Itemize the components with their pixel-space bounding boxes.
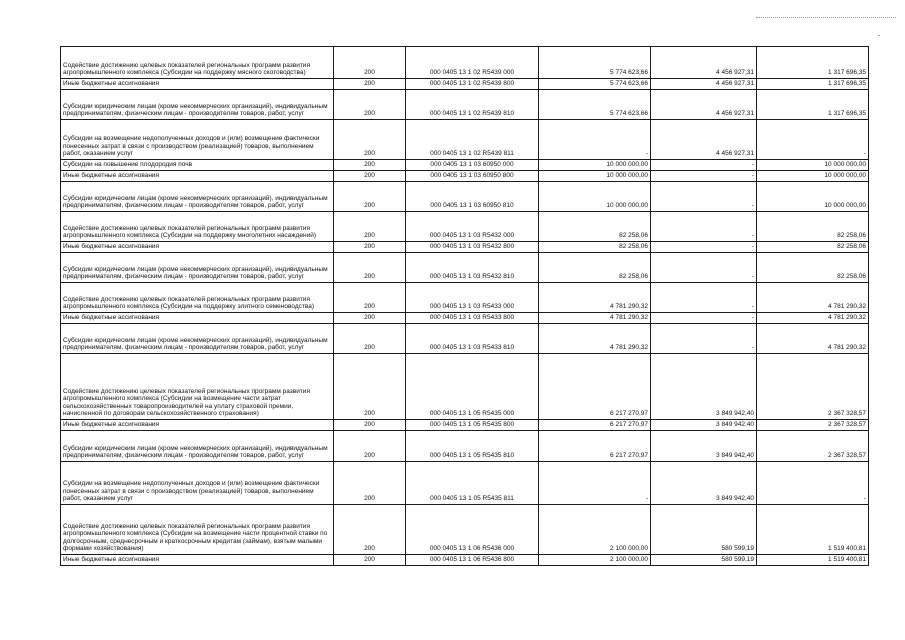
row-executed: 4 456 927,31 [651, 90, 757, 120]
row-executed: - [651, 171, 757, 182]
row-name: Содействие достижению целевых показателей региональных программ развития агропромышленного комплекса (Субсидии на возмещение части затрат сельскохозяйственных товаропроизводителей на уплату страховой премии, начисленной по договорам сельскохозяйственного страхования) [61, 354, 334, 420]
row-kbk: 000 0405 13 1 02 R5439 000 [406, 47, 539, 79]
table-row [61, 171, 869, 182]
row-code: 200 [334, 324, 406, 354]
row-name: Содействие достижению целевых показателей региональных программ развития агропромышленного комплекса (Субсидии на поддержку элитного семеноводства) [61, 283, 334, 313]
row-name: Субсидии на повышение плодородия почв [61, 160, 334, 171]
row-kbk: 000 0405 13 1 03 R5433 800 [406, 313, 539, 324]
row-plan: 4 781 290,32 [539, 324, 651, 354]
row-remainder: 82 258,06 [757, 212, 869, 242]
row-plan: 10 000 000,00 [539, 171, 651, 182]
row-executed: - [651, 160, 757, 171]
row-plan: 5 774 623,66 [539, 90, 651, 120]
row-kbk: 000 0405 13 1 02 R5439 811 [406, 120, 539, 160]
row-remainder: 82 258,06 [757, 242, 869, 253]
row-remainder: 1 317 696,35 [757, 47, 869, 79]
row-remainder: 2 367 328,57 [757, 431, 869, 462]
row-kbk: 000 0405 13 1 03 60950 810 [406, 182, 539, 212]
row-kbk: 000 0405 13 1 05 R5435 811 [406, 462, 539, 505]
row-executed: - [651, 182, 757, 212]
row-code: 200 [334, 160, 406, 171]
row-plan: 5 774 623,66 [539, 79, 651, 90]
row-name: Субсидии юридическим лицам (кроме некоммерческих организаций), индивидуальным предпринимателям, физическим лицам - производителям товаров, работ, услуг [61, 253, 334, 283]
row-kbk: 000 0405 13 1 06 R5436 000 [406, 505, 539, 555]
table-row [61, 555, 869, 566]
table-row [61, 420, 869, 431]
row-name: Содействие достижению целевых показателей региональных программ развития агропромышленного комплекса (Субсидии на поддержку мясного скотоводства) [61, 47, 334, 79]
row-name: Субсидии на возмещение недополученных доходов и (или) возмещение фактически понесенных затрат в связи с производством (реализацией) товаров, выполнением работ, оказанием услуг [61, 462, 334, 505]
table-row [61, 431, 869, 462]
corner-mark: - [878, 33, 880, 39]
row-remainder: 1 519 400,81 [757, 505, 869, 555]
row-name: Содействие достижению целевых показателей региональных программ развития агропромышленного комплекса (Субсидии на возмещение части процентной ставки по долгосрочным, среднесрочным и краткосрочным кредитам (займам), взятым малыми формами хозяйствования) [61, 505, 334, 555]
row-executed: 580 599,19 [651, 555, 757, 566]
row-plan: 10 000 000,00 [539, 160, 651, 171]
budget-table-body [61, 47, 869, 566]
row-kbk: 000 0405 13 1 03 60950 800 [406, 171, 539, 182]
row-code: 200 [334, 283, 406, 313]
row-name: Иные бюджетные ассигнования [61, 171, 334, 182]
row-plan: 6 217 270,97 [539, 354, 651, 420]
row-executed: - [651, 324, 757, 354]
row-remainder: 4 781 290,32 [757, 313, 869, 324]
row-plan: 6 217 270,97 [539, 420, 651, 431]
row-kbk: 000 0405 13 1 05 R5435 800 [406, 420, 539, 431]
table-row [61, 47, 869, 79]
row-plan: 10 000 000,00 [539, 182, 651, 212]
row-executed: 4 456 927,31 [651, 120, 757, 160]
table-row [61, 90, 869, 120]
row-code: 200 [334, 555, 406, 566]
row-name: Иные бюджетные ассигнования [61, 420, 334, 431]
row-plan: 5 774 623,66 [539, 47, 651, 79]
row-plan: 6 217 270,97 [539, 431, 651, 462]
row-executed: - [651, 313, 757, 324]
row-remainder: 2 367 328,57 [757, 354, 869, 420]
row-plan: 82 258,06 [539, 253, 651, 283]
row-code: 200 [334, 212, 406, 242]
row-kbk: 000 0405 13 1 06 R5436 800 [406, 555, 539, 566]
row-code: 200 [334, 47, 406, 79]
row-remainder: 10 000 000,00 [757, 171, 869, 182]
row-plan: 2 100 000,00 [539, 505, 651, 555]
row-kbk: 000 0405 13 1 03 R5432 000 [406, 212, 539, 242]
row-code: 200 [334, 171, 406, 182]
row-kbk: 000 0405 13 1 05 R5435 810 [406, 431, 539, 462]
row-name: Субсидии на возмещение недополученных доходов и (или) возмещение фактически понесенных затрат в связи с производством (реализацией) товаров, выполнением работ, оказанием услуг [61, 120, 334, 160]
row-code: 200 [334, 462, 406, 505]
row-code: 200 [334, 242, 406, 253]
row-plan: 4 781 290,32 [539, 313, 651, 324]
row-executed: 3 849 942,40 [651, 420, 757, 431]
table-row [61, 120, 869, 160]
row-code: 200 [334, 313, 406, 324]
row-executed: 3 849 942,40 [651, 354, 757, 420]
row-code: 200 [334, 90, 406, 120]
row-remainder: 82 258,06 [757, 253, 869, 283]
table-row [61, 160, 869, 171]
row-kbk: 000 0405 13 1 03 R5433 000 [406, 283, 539, 313]
row-name: Субсидии юридическим лицам (кроме некоммерческих организаций), индивидуальным предпринимателям, физическим лицам - производителям товаров, работ, услуг [61, 324, 334, 354]
row-executed: - [651, 283, 757, 313]
row-kbk: 000 0405 13 1 03 R5432 810 [406, 253, 539, 283]
row-remainder: 1 317 696,35 [757, 90, 869, 120]
row-executed: 4 456 927,31 [651, 47, 757, 79]
table-row [61, 182, 869, 212]
row-code: 200 [334, 420, 406, 431]
table-row [61, 242, 869, 253]
row-executed: 3 849 942,40 [651, 462, 757, 505]
row-name: Иные бюджетные ассигнования [61, 79, 334, 90]
row-kbk: 000 0405 13 1 02 R5439 800 [406, 79, 539, 90]
row-remainder: - [757, 462, 869, 505]
table-row [61, 313, 869, 324]
row-plan: 82 258,06 [539, 242, 651, 253]
row-name: Содействие достижению целевых показателей региональных программ развития агропромышленного комплекса (Субсидии на поддержку многолетних насаждений) [61, 212, 334, 242]
table-row [61, 212, 869, 242]
row-remainder: 4 781 290,32 [757, 283, 869, 313]
row-kbk: 000 0405 13 1 05 R5435 000 [406, 354, 539, 420]
table-row [61, 462, 869, 505]
budget-table [60, 46, 869, 566]
row-remainder: 1 519 400,81 [757, 555, 869, 566]
row-name: Иные бюджетные ассигнования [61, 313, 334, 324]
row-kbk: 000 0405 13 1 02 R5439 810 [406, 90, 539, 120]
row-plan: 2 100 000,00 [539, 555, 651, 566]
table-row [61, 354, 869, 420]
row-code: 200 [334, 182, 406, 212]
table-row [61, 283, 869, 313]
row-executed: 580 599,19 [651, 505, 757, 555]
row-executed: - [651, 253, 757, 283]
row-kbk: 000 0405 13 1 03 R5433 810 [406, 324, 539, 354]
row-remainder: 10 000 000,00 [757, 160, 869, 171]
row-remainder: 1 317 696,35 [757, 79, 869, 90]
row-plan: - [539, 120, 651, 160]
table-row [61, 505, 869, 555]
table-row [61, 324, 869, 354]
table-row [61, 253, 869, 283]
row-executed: 3 849 942,40 [651, 431, 757, 462]
row-code: 200 [334, 354, 406, 420]
row-plan: 82 258,06 [539, 212, 651, 242]
row-remainder: 10 000 000,00 [757, 182, 869, 212]
row-executed: - [651, 212, 757, 242]
row-code: 200 [334, 505, 406, 555]
row-name: Субсидии юридическим лицам (кроме некоммерческих организаций), индивидуальным предпринимателям, физическим лицам - производителям товаров, работ, услуг [61, 431, 334, 462]
row-executed: - [651, 242, 757, 253]
row-code: 200 [334, 120, 406, 160]
scan-artifact-line [756, 17, 896, 18]
row-code: 200 [334, 253, 406, 283]
row-remainder: 4 781 290,32 [757, 324, 869, 354]
row-kbk: 000 0405 13 1 03 60950 000 [406, 160, 539, 171]
row-name: Субсидии юридическим лицам (кроме некоммерческих организаций), индивидуальным предпринимателям, физическим лицам - производителям товаров, работ, услуг [61, 90, 334, 120]
row-plan: 4 781 290,32 [539, 283, 651, 313]
row-executed: 4 456 927,31 [651, 79, 757, 90]
row-remainder: - [757, 120, 869, 160]
row-plan: - [539, 462, 651, 505]
row-name: Субсидии юридическим лицам (кроме некоммерческих организаций), индивидуальным предпринимателям, физическим лицам - производителям товаров, работ, услуг [61, 182, 334, 212]
row-remainder: 2 367 328,57 [757, 420, 869, 431]
row-kbk: 000 0405 13 1 03 R5432 800 [406, 242, 539, 253]
row-name: Иные бюджетные ассигнования [61, 555, 334, 566]
table-row [61, 79, 869, 90]
row-code: 200 [334, 431, 406, 462]
row-code: 200 [334, 79, 406, 90]
row-name: Иные бюджетные ассигнования [61, 242, 334, 253]
